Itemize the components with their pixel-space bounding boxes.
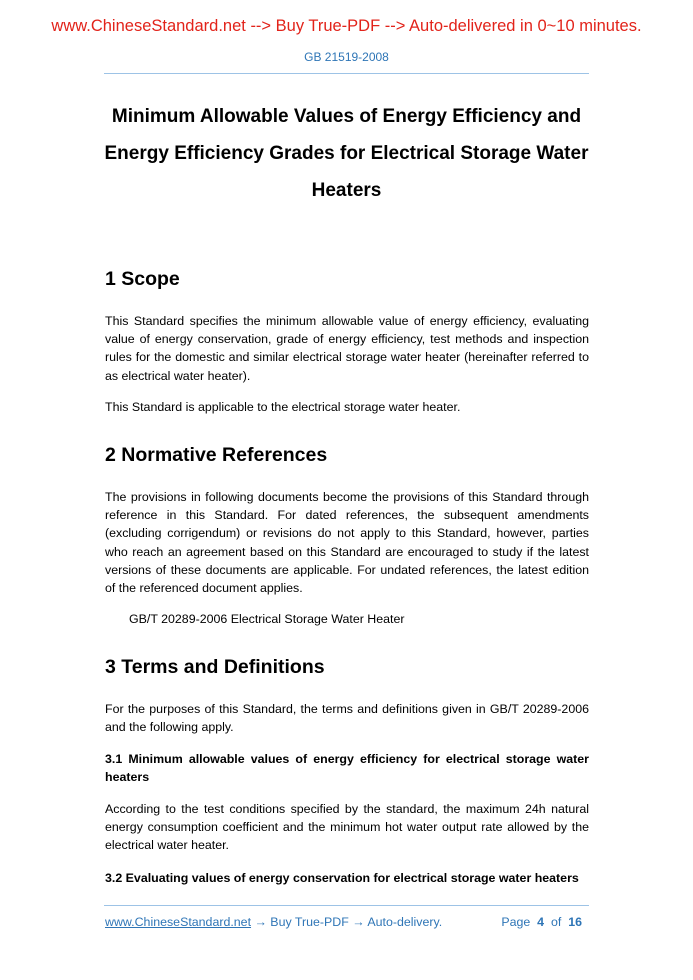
document-number: GB 21519-2008	[304, 50, 389, 64]
footer-text: → Buy True-PDF → Auto-delivery.	[251, 915, 443, 929]
page-indicator: Page 4 of 16	[501, 915, 582, 929]
footer	[105, 915, 588, 929]
total-pages: 16	[568, 915, 582, 929]
header-divider	[104, 73, 589, 74]
subheading-3-1: 3.1 Minimum allowable values of energy efficiency for electrical storage water heaters	[105, 752, 589, 785]
footer-link[interactable]: www.ChineseStandard.net	[105, 915, 252, 929]
heading-scope: 1 Scope	[105, 268, 180, 290]
paragraph: This Standard is applicable to the electrical storage water heater.	[105, 400, 461, 414]
reference-item: GB/T 20289-2006 Electrical Storage Water Heater	[129, 612, 405, 626]
document-title: Minimum Allowable Values of Energy Efficiency and Energy Efficiency Grades for Electrical Storage Water Heaters	[104, 106, 589, 201]
current-page: 4	[537, 915, 545, 929]
heading-terms-definitions: 3 Terms and Definitions	[105, 656, 325, 678]
subheading-3-2: 3.2 Evaluating values of energy conservation for electrical storage water heaters	[105, 871, 579, 885]
heading-normative-references: 2 Normative References	[105, 444, 328, 466]
paragraph: For the purposes of this Standard, the terms and definitions given in GB/T 20289-2006 and the following apply.	[105, 702, 589, 735]
paragraph: The provisions in following documents become the provisions of this Standard through reference in this Standard. For dated references, the subsequent amendments (excluding corrigendum) or revisions do not apply to this Standard, however, parties who reach an agreement based on this Standard are encouraged to study if the latest versions of these documents are applicable. For undated references, the latest edition of the referenced document applies.	[105, 490, 589, 596]
paragraph: This Standard specifies the minimum allowable value of energy efficiency, evaluating value of energy conservation, grade of energy efficiency, test methods and inspection rules for the domestic and similar electrical storage water heater (hereinafter referred to as electrical water heater).	[105, 314, 589, 383]
promo-banner[interactable]: www.ChineseStandard.net --> Buy True-PDF --> Auto-delivered in 0~10 minutes.	[51, 17, 642, 35]
paragraph: According to the test conditions specified by the standard, the maximum 24h natural energy consumption coefficient and the minimum hot water output rate allowed by the electrical water heater.	[105, 802, 589, 853]
footer-divider	[104, 905, 589, 906]
